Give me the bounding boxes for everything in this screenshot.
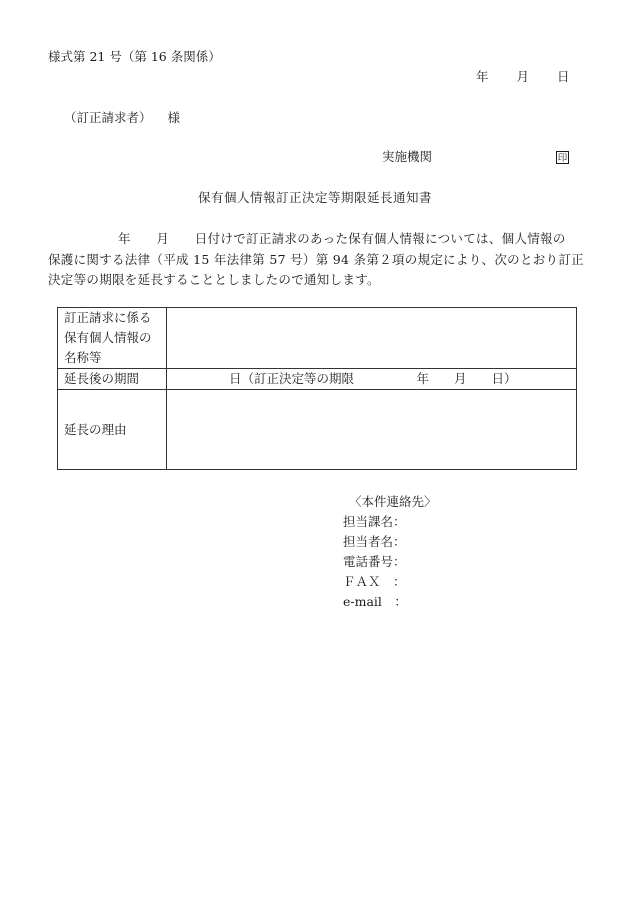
recipient-line [64, 112, 180, 125]
contact-phone: 電話番号： [343, 554, 406, 569]
date-month: 月 [516, 69, 530, 84]
sender-org: 実施機関 [382, 149, 433, 164]
document-title: 保有個人情報訂正決定等期限延長通知書 [197, 190, 432, 205]
contact-person: 担当者名： [343, 534, 406, 549]
name-label-line-3: 名称等 [64, 350, 102, 365]
body-line-3: 決定等の期限を延長することとしましたので通知します。 [48, 272, 380, 287]
recipient-honorific: 様 [167, 110, 181, 125]
contact-section: 担当課名： [343, 514, 406, 529]
date-day: 日 [557, 69, 570, 84]
table-row-reason [58, 390, 577, 470]
period-value-cell[interactable]: 日（訂正決定等の期限 年 月 日） [167, 369, 577, 390]
contact-block [343, 492, 437, 612]
table-row-period [58, 369, 577, 390]
name-label-line-1: 訂正請求に係る [64, 310, 152, 325]
seal-label: 印 [557, 153, 568, 164]
info-table [57, 307, 577, 470]
date-line [476, 71, 570, 84]
contact-email: e-mail ： [343, 594, 407, 609]
body-line-2: 保護に関する法律（平成 15 年法律第 57 号）第 94 条第２項の規定により、次のとおり訂正 [48, 251, 584, 267]
name-value-cell[interactable] [167, 308, 577, 369]
contact-heading: 〈本件連絡先〉 [349, 494, 437, 509]
body-line-1: 年 月 日付けで訂正請求のあった保有個人情報については、個人情報の [118, 231, 566, 246]
form-number: 様式第 21 号（第 16 条関係） [48, 49, 221, 64]
name-label-line-2: 保有個人情報の [64, 330, 152, 345]
name-label-cell [58, 308, 167, 369]
seal-icon [556, 151, 569, 164]
reason-value-cell[interactable] [167, 390, 577, 470]
date-year: 年 [476, 69, 489, 84]
seal-mark [556, 151, 569, 167]
reason-label-cell: 延長の理由 [58, 390, 167, 470]
table-row-name [58, 308, 577, 369]
period-label-cell: 延長後の期間 [58, 369, 167, 390]
body-paragraph [48, 229, 588, 291]
recipient-label: （訂正請求者） [64, 110, 152, 125]
contact-fax: ＦＡＸ ： [343, 574, 406, 589]
